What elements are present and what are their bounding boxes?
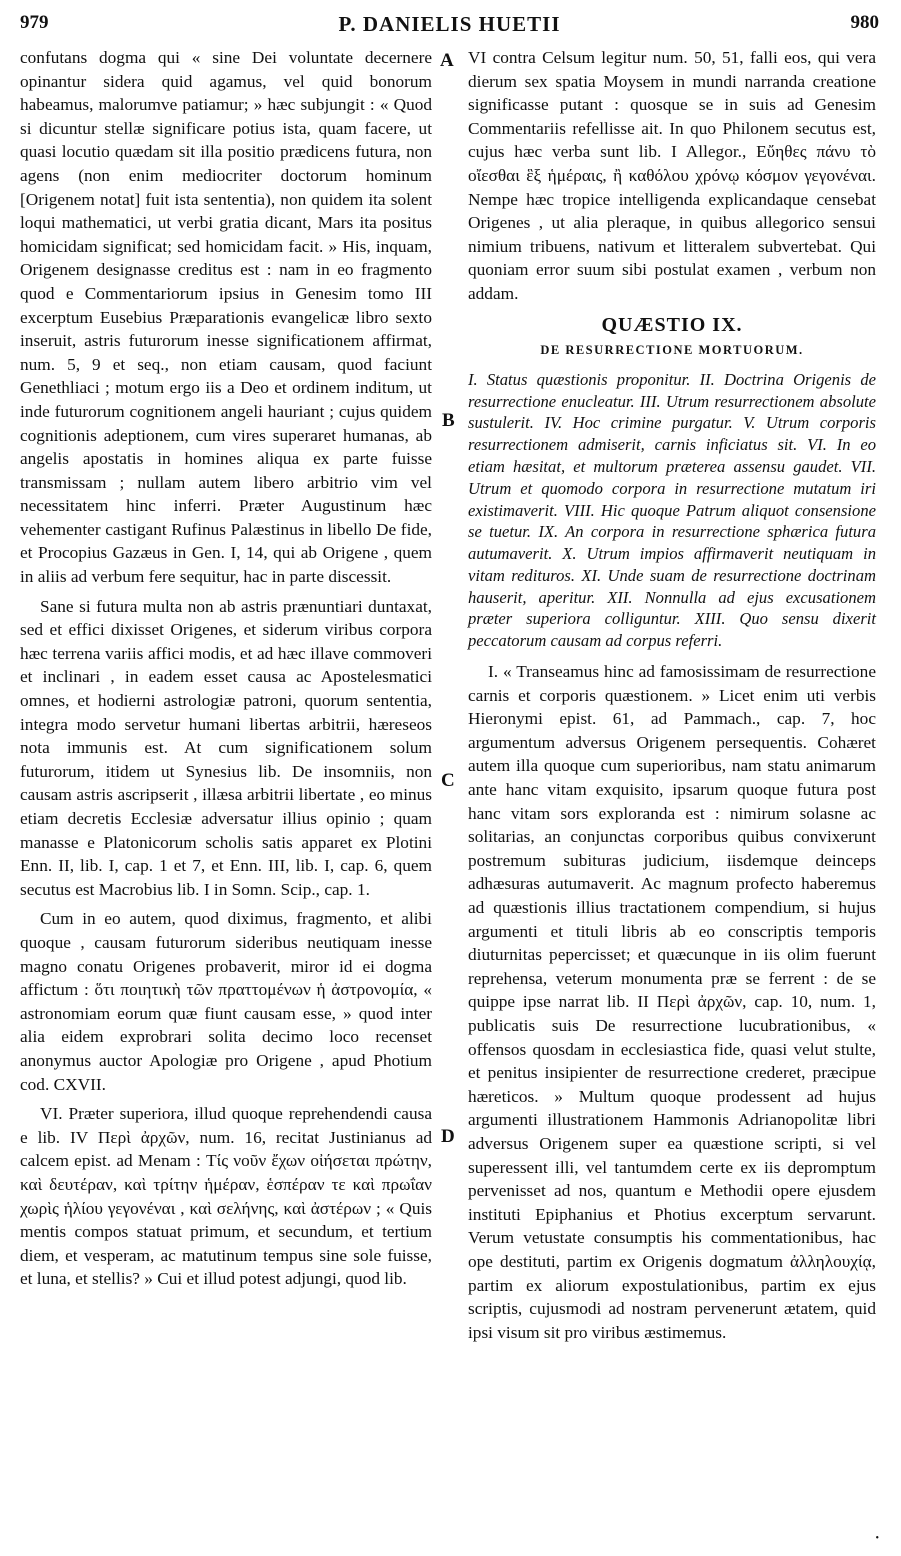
margin-marker-a: A: [440, 50, 454, 71]
left-paragraph-4: VI. Præter superiora, illud quoque reprehendendi causa e lib. IV Περὶ ἀρχῶν, num. 16, recitat Justinianus ad calcem epist. ad Menam : Τίς νοῦν ἔχων οἰήσεται πρώτην, καὶ δευτέραν, καὶ τρίτην ἡμέραν, ἑσπέραν τε καὶ πρωΐαν χωρὶς ἡλίου γεγονέναι , καὶ σελήνης, καὶ ἀστέρων ; « Quis mentis compos statuat primum, et secundum, et tertium diem, et vesperam, ac matutinum tempus sine sole fuisse, et luna, et stellis? » Cui et illud potest adjungi, quod lib.: [20, 1104, 432, 1289]
quaestio-summary: I. Status quæstionis proponitur. II. Doctrina Origenis de resurrectione enucleatur. III. Utrum resurrectionem absolute sustulerit. IV. Hoc crimine purgatur. V. Utrum corporis resurrectionem admiserit, carnis inficiatus sit. VI. In eo etiam hæsitat, et multorum præterea assensu gaudet. VII. Utrum et quomodo corpora in resurrectione mutatum iri existimaverit. VIII. Hic quoque Patrum aliquot consensione se tuetur. IX. An corpora in resurrectione sphærica futura autumaverit. X. Utrum impios affirmaverit neutiquam in vitam redituros. XI. Unde suam de resurrectione doctrinam hauserit, aperitur. XII. Nonnulla ad ejus excusationem præter superiora colliguntur. XIII. Quo sensu dixerit peccatorum causam ad corpus referri.: [468, 369, 876, 651]
quaestio-title: QUÆSTIO IX.: [601, 313, 743, 336]
running-title: P. DANIELIS HUETII: [338, 12, 561, 36]
right-paragraph-2: I. « Transeamus hinc ad famosissimam de resurrectione carnis et corporis quæstionem. » Licet enim uti verbis Hieronymi epist. 61, ad Pammach., cap. 7, hoc argumentum adversus Origenem persequentis. Cohæret autem illa quoque cum superioribus, nam statu animarum ante hanc vitam exquisito, ipsarum quoque futura post hanc vitam sors exploranda est : nimirum solasne ac solitarias, an conjunctas corporibus quibus convixerunt postremum subituras judicium, iisdemque deinceps adhæsuras autumaverit. Ac magnum profecto haberemus ad quæstionis illius tractationem compendium, si hujus argumenti et tituli libris ab eo conscriptis temporis diuturnitas pepercisset; et quæcunque in iis olim fuerunt reprehensa, veterum monumenta præ se ferrent : de se quippe ipse narrat lib. II Περὶ ἀρχῶν, cap. 10, num. 1, publicatis suis De resurrectione lucubrationibus, « offensos quosdam in ecclesiastica fide, quasi velut stulte, et penitus insipienter de resurrectione crederet, præcipue hæreticos. » Multum quoque prodessent ad hujus argumenti illustrationem Hammonis Adrianopolitæ libri adversus Origenem super ea quæstione scripti, si vel superessent illi, vel tantumdem certe ex iis depromptum pervenisset ad nos, quantum e Methodii opere ejusdem instituti Epiphanius et Photius excerptum servarunt. Verum vetustate consumptis his commentationibus, hac ope destituti, partim ex Origenis dogmatum ἀλληλουχίᾳ, partim ex aliorum expostulationibus, partim ex ejus scriptis, cujusmodi ad nostram pervenerunt ætatem, quid ipsi visum sit pro viribus æstimemus.: [468, 662, 876, 1342]
footer-mark: •: [875, 1533, 879, 1544]
left-paragraph-1: confutans dogma qui « sine Dei voluntate decernere opinantur sidera quid agamus, vel quid bonorum habeamus, malorumve patiamur; » hæc subjungit : « Quod si dicuntur stellæ significare potius ista, quam facere, ut quasi locutio quædam sit illa positio prædicens futura, non agens (non enim mediocriter doctorum hominum [Origenem notat] fuit ista sententia), non quidem ita solent loqui mathematici, ut verbi gratia dicant, Mars ita positus homicidam significat; sed homicidam facit. » His, inquam, Origenem designasse creditus est : nam in eo fragmento quod e Commentariorum ipsius in Genesim tomo III excerptum Eusebius Præparationis evangelicæ libro sexto inseruit, astris futurorum inesse significationem affirmat, num. 5, 9 et seq., non etiam causam, quod faciunt Genethliaci ; motum ergo iis a Deo et ordinem inditum, ut inde futurorum cognitionem angeli hauriant ; cujus quidem cognitionis adeptionem, cum vires superaret humanas, ab angelis apostatis in homines aliqua ex parte fuisse transmissam ; nullam autem libero arbitrio vim vel necessitatem hinc inferri. Præter Augustinum hæc vehementer castigant Rufinus Palæstinus in libello De fide, et Procopius Gazæus in Gen. I, 14, qui ab Origene , quem in aliis ad verbum fere sequitur, hac in parte discessit.: [20, 48, 432, 587]
right-paragraph-1: VI contra Celsum legitur num. 50, 51, falli eos, qui vera dierum sex spatia Moysem in mundi narranda creatione significasse putant : quosque se in suis ad Genesim Commentariis refellisse ait. In quo Philonem secutus est, cujus hæc verba sunt lib. I Allegor., Εὔηθες πάνυ τὸ οἴεσθαι ἓξ ἡμέραις, ἢ καθόλου χρόνῳ κόσμον γεγονέναι. Nempe hæc tropice intelligenda explicandaque censebat Origenes , ut alia pleraque, in quibus allegorico sensui nimium tribuens, nativum et litteralem subvertebat. Qui quoniam error suum sibi postulat examen , verbum non addam.: [468, 48, 876, 303]
margin-marker-d: D: [441, 1126, 455, 1147]
left-paragraph-3: Cum in eo autem, quod diximus, fragmento, et alibi quoque , causam futurorum sideribus neutiquam inesse magno conatu Origenes probaverit, miror id ei dogma affictum : ὅτι ποιητικὴ τῶν πραττομένων ἡ ἀστρονομία, « astronomiam eorum quæ fiunt causam esse, » quod inter alia eidem exprobrari solita decimo loco recenset anonymus auctor Apologiæ pro Origene , apud Photium cod. CXVII.: [20, 909, 432, 1094]
right-column: [468, 46, 876, 1344]
left-paragraph-2: Sane si futura multa non ab astris prænuntiari duntaxat, sed et effici dixisset Origenes, et siderum viribus corpora hæc terrena variis affici modis, et ad hæc illave commoveri et inclinari , in eadem esset causa ac Apostelesmatici omnes, et hodierni astrologiæ patroni, quorum sententia, integra modo servetur humani libertas arbitrii, hæreseos nota immunis est. At cum significationem solum futurorum, itidem ut Synesius lib. De insomniis, non causam astris ascripserit , illæsa arbitrii libertate , eo minus etiam decretis Ecclesiæ adversatur illius opinio ; quam manasse e Platonicorum scholis satis apparet ex Plotini Enn. II, lib. I, cap. 1 et 7, et Enn. III, lib. I, cap. 6, quem secutus est Macrobius lib. I in Somn. Scip., cap. 1.: [20, 596, 432, 899]
margin-marker-c: C: [441, 770, 455, 791]
left-column: [20, 46, 432, 1291]
page-number-left: 979: [20, 12, 49, 33]
margin-marker-b: B: [442, 410, 455, 431]
page-header: [20, 6, 879, 42]
page-number-right: 980: [850, 12, 879, 33]
quaestio-subtitle: DE RESURRECTIONE MORTUORUM.: [540, 343, 804, 358]
